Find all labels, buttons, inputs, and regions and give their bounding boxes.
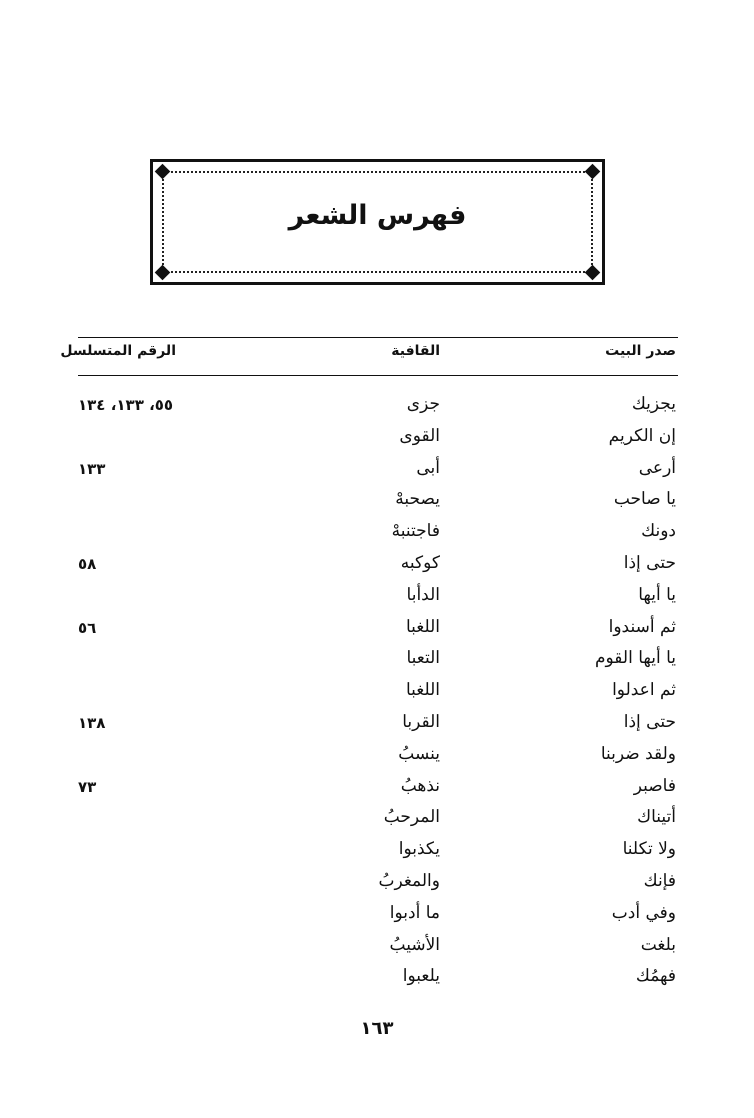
- table-row: [0, 487, 754, 519]
- qafia-cell: القربا: [402, 711, 440, 732]
- table-row: [0, 392, 754, 424]
- qafia-cell: ينسبُ: [398, 743, 440, 764]
- header-raqm: الرقم المتسلسل: [60, 343, 176, 359]
- table-row: [0, 551, 754, 583]
- sadr-cell: فاصبر: [633, 775, 676, 796]
- sadr-cell: بلغت: [640, 934, 676, 955]
- table-top-rule: [78, 337, 678, 338]
- table-row: [0, 583, 754, 615]
- raqm-cell: ١٣٨: [78, 713, 106, 732]
- qafia-cell: والمغربُ: [378, 870, 440, 891]
- table-row: [0, 933, 754, 965]
- sadr-cell: ثم اعدلوا: [612, 680, 676, 701]
- sadr-cell: يا صاحب: [613, 489, 676, 510]
- raqm-cell: ١٣٣: [78, 459, 106, 478]
- qafia-cell: كوكبه: [400, 552, 440, 573]
- qafia-cell: جزى: [406, 394, 440, 414]
- table-row: [0, 519, 754, 551]
- table-row: [0, 424, 754, 456]
- qafia-cell: ما أدبوا: [389, 902, 440, 923]
- qafia-cell: يلعبوا: [402, 966, 440, 987]
- sadr-cell: أرعى: [638, 457, 676, 478]
- header-qafia: القافية: [391, 343, 440, 359]
- sadr-cell: فهمُك: [635, 966, 676, 987]
- header-sadr: صدر البيت: [605, 343, 676, 359]
- table-row: [0, 742, 754, 774]
- page-title: فهرس الشعر: [288, 200, 467, 231]
- raqm-cell: ٥٥، ١٣٣، ١٣٤: [78, 396, 174, 414]
- qafia-cell: المرحبُ: [383, 807, 440, 828]
- sadr-cell: ولا تكلنا: [622, 839, 676, 860]
- table-row: [0, 964, 754, 996]
- table-row: [0, 456, 754, 488]
- raqm-cell: ٧٣: [78, 777, 97, 796]
- sadr-cell: حتى إذا: [623, 711, 676, 732]
- table-row: [0, 774, 754, 806]
- table-row: [0, 837, 754, 869]
- qafia-cell: يكذبوا: [398, 839, 440, 860]
- table-header-rule: [78, 375, 678, 376]
- sadr-cell: وفي أدب: [611, 902, 676, 923]
- index-table: [0, 392, 754, 996]
- table-row: [0, 678, 754, 710]
- sadr-cell: دونك: [641, 521, 676, 542]
- sadr-cell: يا أيها: [638, 584, 676, 605]
- title-frame: [150, 159, 605, 285]
- table-row: [0, 710, 754, 742]
- sadr-cell: ولقد ضربنا: [600, 743, 676, 764]
- qafia-cell: اللغبا: [405, 616, 440, 637]
- raqm-cell: ٥٨: [78, 554, 97, 573]
- sadr-cell: إن الكريم: [608, 425, 676, 446]
- qafia-cell: نذهبُ: [400, 775, 440, 796]
- qafia-cell: يصحبهْ: [395, 489, 440, 510]
- table-row: [0, 869, 754, 901]
- qafia-cell: الدأبا: [406, 584, 440, 605]
- sadr-cell: ثم أسندوا: [608, 616, 676, 637]
- qafia-cell: أبى: [416, 457, 440, 478]
- qafia-cell: اللغبا: [405, 680, 440, 701]
- table-row: [0, 646, 754, 678]
- sadr-cell: أتيناك: [637, 807, 676, 828]
- qafia-cell: القوى: [399, 425, 440, 446]
- sadr-cell: يجزيك: [631, 394, 676, 414]
- qafia-cell: الأشيبُ: [389, 934, 440, 955]
- table-row: [0, 805, 754, 837]
- raqm-cell: ٥٦: [78, 618, 97, 637]
- table-row: [0, 901, 754, 933]
- page-number: ١٦٣: [360, 1018, 394, 1039]
- sadr-cell: يا أيها القوم: [595, 648, 676, 669]
- sadr-cell: حتى إذا: [623, 552, 676, 573]
- sadr-cell: فإنك: [643, 870, 676, 891]
- table-row: [0, 615, 754, 647]
- qafia-cell: التعبا: [406, 648, 440, 669]
- qafia-cell: فاجتنبهْ: [391, 521, 440, 542]
